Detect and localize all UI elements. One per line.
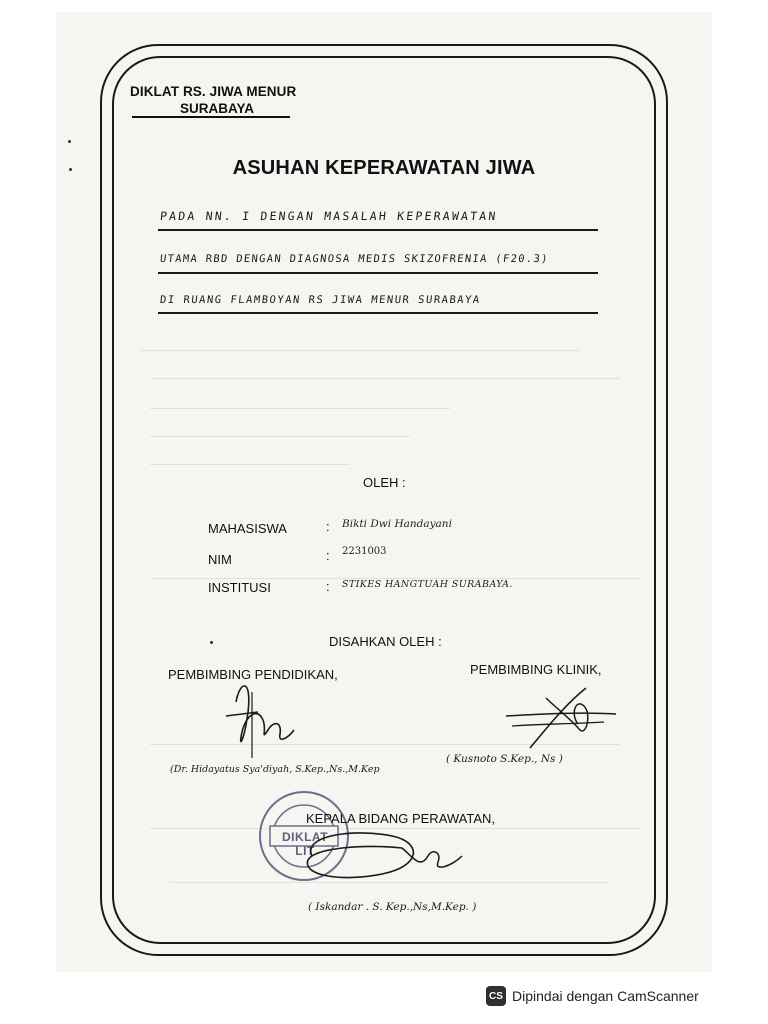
- approval-heading: DISAHKAN OLEH :: [329, 634, 442, 649]
- clinical-supervisor-signature: [500, 684, 620, 754]
- institution-value: STIKES HANGTUAH SURABAYA.: [342, 579, 513, 590]
- field-separator: :: [326, 548, 330, 563]
- clinical-supervisor-role: PEMBIMBING KLINIK,: [470, 662, 602, 677]
- field-separator: :: [326, 579, 330, 594]
- nim-label: NIM: [208, 552, 232, 567]
- education-supervisor-role: PEMBIMBING PENDIDIKAN,: [168, 667, 338, 682]
- institution-label: INSTITUSI: [208, 580, 271, 595]
- subtitle-underline-2: [158, 272, 598, 274]
- student-name-value: Bikti Dwi Handayani: [342, 518, 452, 530]
- subtitle-line-2: UTAMA RBD DENGAN DIAGNOSA MEDIS SKIZOFRENIA (F20.3): [159, 253, 550, 265]
- speck: [68, 140, 71, 143]
- student-label: MAHASISWA: [208, 521, 287, 536]
- head-of-nursing-role: KEPALA BIDANG PERAWATAN,: [306, 811, 496, 826]
- education-supervisor-signature: [222, 672, 312, 762]
- subtitle-underline-1: [158, 229, 598, 231]
- subtitle-line-1: PADA NN. I DENGAN MASALAH KEPERAWATAN: [159, 209, 499, 223]
- head-of-nursing-signature: [282, 826, 472, 886]
- institution-city: SURABAYA: [180, 101, 255, 116]
- author-heading: OLEH :: [363, 475, 406, 490]
- header-underline: [132, 116, 290, 118]
- nim-value: 2231003: [342, 546, 387, 557]
- subtitle-line-3: DI RUANG FLAMBOYAN RS JIWA MENUR SURABAYA: [159, 294, 482, 306]
- field-separator: :: [326, 519, 330, 534]
- document-title: ASUHAN KEPERAWATAN JIWA: [232, 157, 536, 179]
- head-of-nursing-name: ( Iskandar . S. Kep.,Ns,M.Kep. ): [308, 901, 477, 913]
- subtitle-underline-3: [158, 312, 598, 314]
- scanner-watermark-text: Dipindai dengan CamScanner: [512, 988, 699, 1004]
- stamp-center-text: DIKLAT LIT: [281, 830, 329, 858]
- scanner-watermark: [470, 980, 756, 1012]
- camscanner-logo: CS: [486, 986, 506, 1006]
- institution-header: DIKLAT RS. JIWA MENUR: [130, 84, 297, 99]
- clinical-supervisor-name: ( Kusnoto S.Kep., Ns ): [446, 753, 563, 765]
- education-supervisor-name: (Dr. Hidayatus Sya'diyah, S.Kep.,Ns.,M.Kep: [170, 764, 380, 775]
